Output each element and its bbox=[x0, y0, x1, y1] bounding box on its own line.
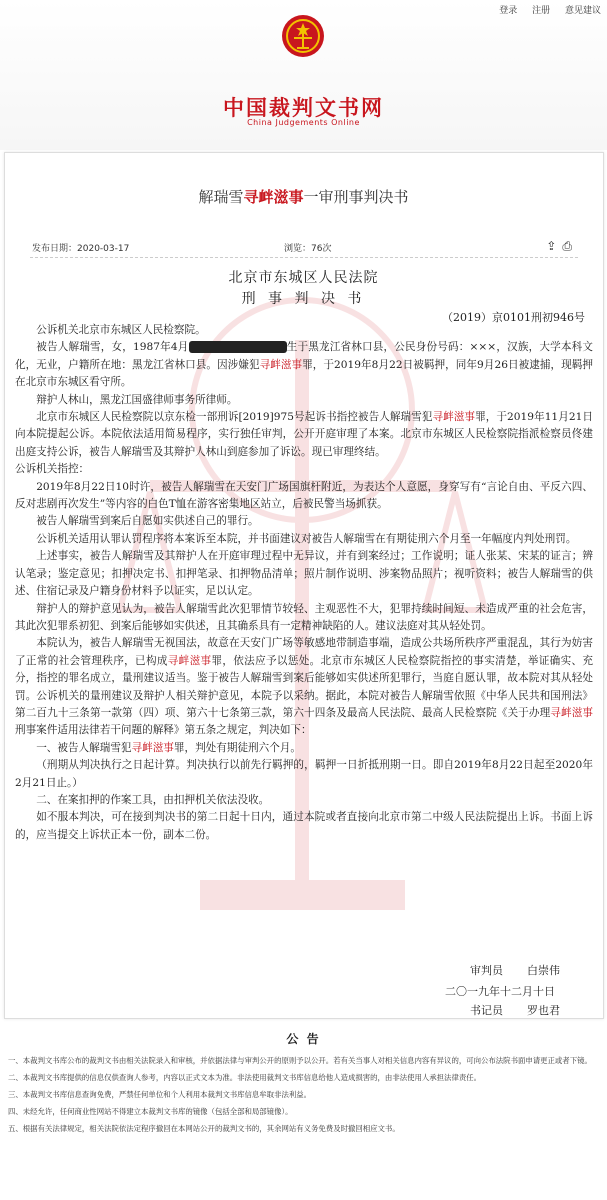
view-count bbox=[284, 241, 331, 254]
redaction-bar bbox=[189, 341, 287, 353]
paragraph: 公诉机关指控： bbox=[15, 463, 90, 476]
keyword-highlight: 寻衅滋事 bbox=[259, 358, 303, 371]
share-icon[interactable]: ⇪ bbox=[546, 239, 557, 253]
judge-label: 审判员 bbox=[470, 964, 503, 977]
case-number: （2019）京0101刑初946号 bbox=[442, 311, 585, 324]
title-prefix: 解瑞雪 bbox=[198, 188, 244, 206]
top-bar bbox=[0, 0, 607, 18]
login-link[interactable]: 登录 bbox=[499, 6, 518, 16]
feedback-link[interactable]: 意见建议 bbox=[564, 6, 601, 16]
clerk-label: 书记员 bbox=[470, 1004, 503, 1017]
paragraph: 公诉机关北京市东城区人民检察院。 bbox=[36, 324, 206, 336]
keyword-highlight: 寻衅滋事 bbox=[550, 706, 594, 719]
notice-item: 四、未经允许，任何商业性网站不得建立本裁判文书库的镜像（包括全部和局部镜像）。 bbox=[8, 1107, 293, 1116]
notice-item: 五、根据有关法律规定，相关法院依法定程序撤回在本网站公开的裁判文书的，其余网站有义务免费及时撤回相应文书。 bbox=[8, 1124, 400, 1133]
paragraph: 公诉机关适用认罪认罚程序将本案诉至本院，并书面建议对被告人解瑞雪在有期徒刑六个月至一年幅度内判处刑罚。 bbox=[36, 532, 577, 545]
paragraph: 被告人解瑞雪，女，1987年4月 生于黑龙江省林口县，公民身份号码：×××，汉族，大学本科文化，无业，户籍所在地：黑龙江省林口县。因涉嫌犯寻衅滋事罪，于2019年8月22日被羁押，同年9月26日被逮捕，现羁押在北京市东城区看守所。 bbox=[15, 341, 594, 389]
judgement-body bbox=[15, 322, 593, 844]
print-icon[interactable]: ⎙ bbox=[562, 239, 572, 253]
paragraph: 本院认为，被告人解瑞雪无视国法，故意在天安门广场等敏感地带制造事端，造成公共场所秩序严重混乱，其行为妨害了正常的社会管理秩序，已构成寻衅滋事罪，依法应予以惩处。北京市东城区人民检察院指控的事实清楚，举证确实、充分，指控的罪名成立，量刑建议适当。鉴于被告人解瑞雪到案后能够如实供述所犯罪行，当庭自愿认罪，故本院对其从轻处罚。公诉机关的量刑建议及辩护人相关辩护意见，本院予以采纳。据此，本院对被告人解瑞雪依照《中华人民共和国刑法》第二百九十三条第一款第（四）项、第六十七条第三款，第六十四条及最高人民法院、最高人民检察院《关于办理寻衅滋事刑事案件适用法律若干问题的解释》第五条之规定，判决如下： bbox=[15, 637, 594, 737]
keyword-highlight: 寻衅滋事 bbox=[131, 741, 174, 754]
paragraph: 一、被告人解瑞雪犯寻衅滋事罪，判处有期徒刑六个月。 bbox=[36, 741, 302, 754]
paragraph: 辩护人林山，黑龙江国盛律师事务所律师。 bbox=[36, 393, 238, 406]
paragraph: 二、在案扣押的作案工具，由扣押机关依法没收。 bbox=[36, 793, 270, 806]
notice-item: 二、本裁判文书库提供的信息仅供查询人参考，内容以正式文本为准。非法使用裁判文书库信息给他人造成损害的，由非法使用人承担法律责任。 bbox=[8, 1073, 482, 1082]
publish-date bbox=[32, 244, 129, 254]
judgement-date: 二〇一九年十二月十日 bbox=[445, 985, 555, 998]
court-name: 北京市东城区人民法院 bbox=[228, 270, 379, 286]
judge-name: 白崇伟 bbox=[527, 964, 560, 977]
views-label: 浏览： bbox=[284, 244, 312, 254]
document-type: 刑 事 判 决 书 bbox=[241, 291, 366, 307]
title-keyword: 寻衅滋事 bbox=[243, 188, 304, 206]
court-emblem-icon bbox=[281, 14, 325, 58]
document-meta bbox=[32, 241, 577, 255]
register-link[interactable]: 注册 bbox=[532, 6, 551, 16]
notice-title: 公 告 bbox=[286, 1032, 321, 1046]
paragraph: 如不服本判决，可在接到判决书的第二日起十日内，通过本院或者直接向北京市第二中级人民法院提出上诉。书面上诉的，应当提交上诉状正本一份，副本二份。 bbox=[15, 811, 593, 841]
paragraph: （刑期从判决执行之日起计算。判决执行以前先行羁押的，羁押一日折抵刑期一日。即自2019年8月22日起至2020年2月21日止。） bbox=[15, 759, 593, 789]
paragraph: 2019年8月22日10时许，被告人解瑞雪在天安门广场国旗杆附近，为表达个人意愿，身穿写有“言论自由、平反六四、反对悲剧再次发生”等内容的白色T恤在游客密集地区站立，后被民警当场抓获。 bbox=[15, 480, 593, 511]
publish-label: 发布日期： bbox=[32, 244, 78, 254]
site-header bbox=[0, 0, 607, 150]
views-value: 76次 bbox=[311, 244, 332, 254]
notice-section bbox=[0, 1030, 607, 1140]
notice-item: 三、本裁判文书库信息查询免费，严禁任何单位和个人利用本裁判文书库信息牟取非法利益。 bbox=[8, 1090, 312, 1099]
site-subtitle: China Judgements Online bbox=[247, 118, 360, 127]
document-title bbox=[0, 186, 607, 207]
paragraph: 被告人解瑞雪到案后自愿如实供述自己的罪行。 bbox=[36, 515, 259, 528]
publish-date-value: 2020-03-17 bbox=[77, 244, 130, 254]
paragraph: 上述事实，被告人解瑞雪及其辩护人在开庭审理过程中无异议，并有到案经过；工作说明；证人张某、宋某的证言；辨认笔录；鉴定意见；扣押决定书、扣押笔录、扣押物品清单；照片制作说明、涉案物品照片；视听资料；被告人解瑞雪的供述、住宿记录及户籍身份材料予以证实，足以认定。 bbox=[15, 550, 593, 598]
keyword-highlight: 寻衅滋事 bbox=[432, 411, 476, 424]
site-title: 中国裁判文书网 bbox=[223, 95, 384, 120]
paragraph: 辩护人的辩护意见认为，被告人解瑞雪此次犯罪情节较轻、主观恶性不大，犯罪持续时间短、未造成严重的社会危害，其此次犯罪系初犯、到案后能够如实供述，且其确系具有一定精神缺陷的人。建议法庭对其从轻处罚。 bbox=[15, 602, 593, 632]
notice-item: 一、本裁判文书库公布的裁判文书由相关法院录入和审核，并依据法律与审判公开的原则予以公开。若有关当事人对相关信息内容有异议的，可向公布法院书面申请更正或者下镜。 bbox=[8, 1056, 592, 1065]
title-suffix: 一审刑事判决书 bbox=[303, 188, 409, 206]
divider bbox=[30, 257, 578, 258]
keyword-highlight: 寻衅滋事 bbox=[167, 654, 212, 667]
clerk-name: 罗也君 bbox=[527, 1004, 560, 1017]
paragraph: 北京市东城区人民检察院以京东检一部刑诉[2019]975号起诉书指控被告人解瑞雪犯寻衅滋事罪，于2019年11月21日向本院提起公诉。本院依法适用简易程序，实行独任审判，公开开庭审理了本案。北京市东城区人民检察院指派检察员佟建出庭支持公诉，被告人解瑞雪及其辩护人林山到庭参加了诉讼。现已审理终结。 bbox=[15, 411, 594, 458]
